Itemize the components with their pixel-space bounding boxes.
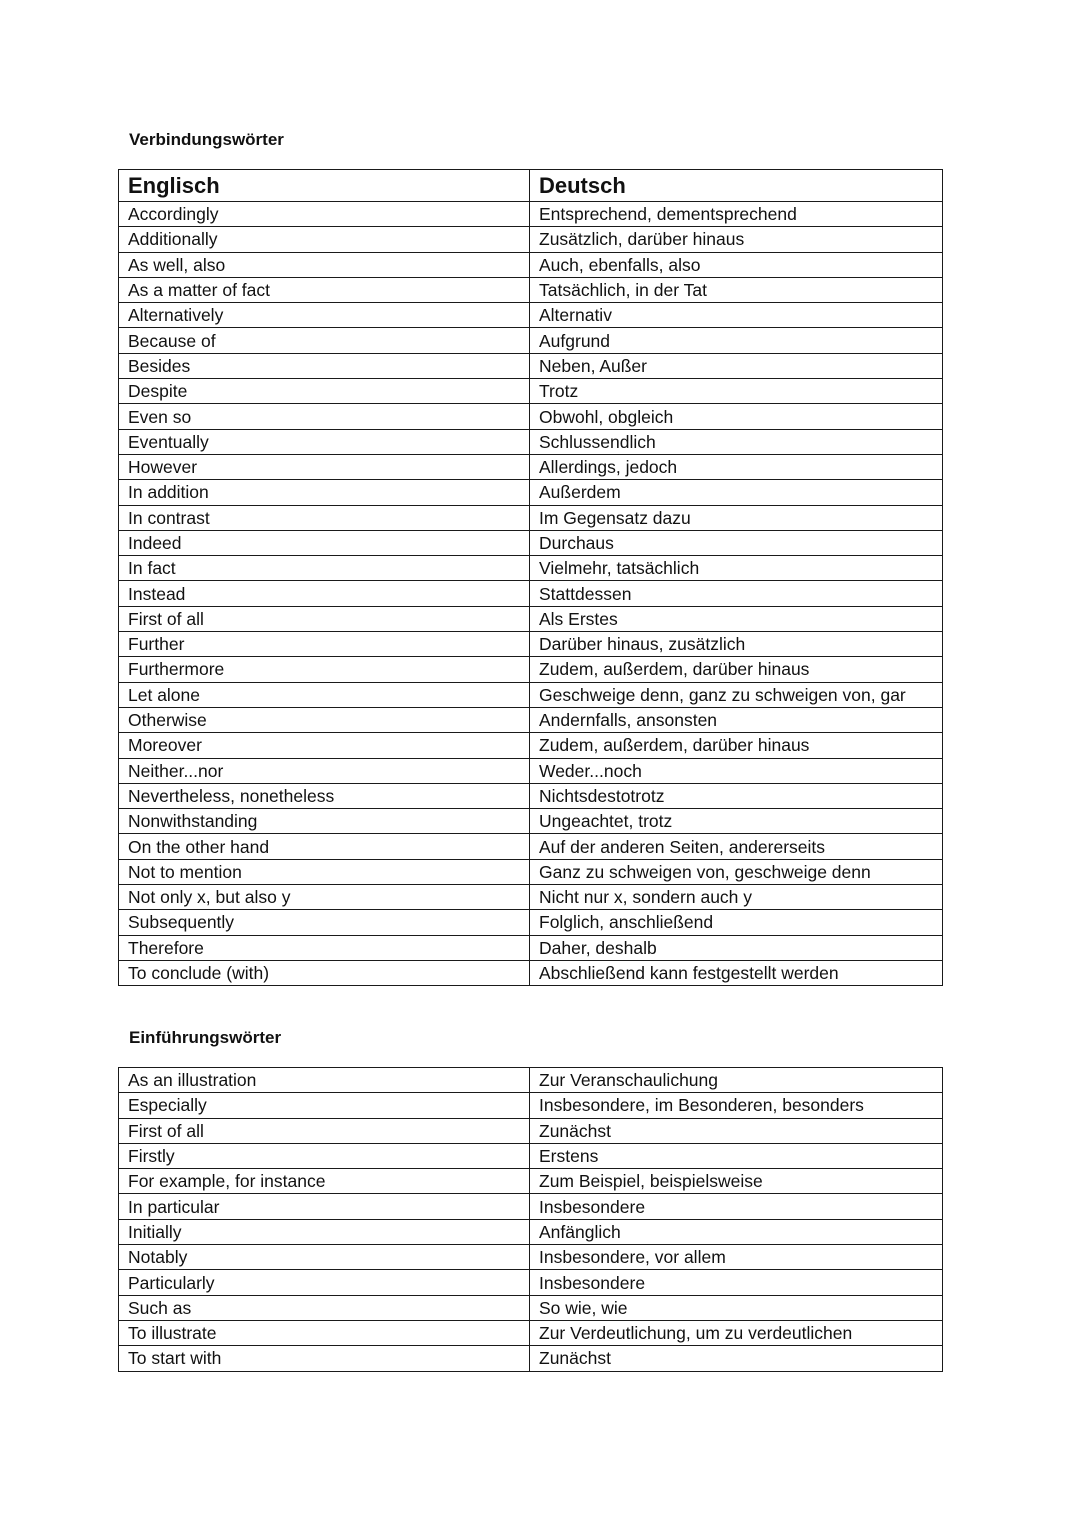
table-row (119, 1194, 943, 1219)
german-translation-cell: Neben, Außer (530, 353, 943, 378)
english-term-cell: Notably (119, 1245, 530, 1270)
german-translation-cell: Insbesondere (530, 1194, 943, 1219)
table-row (119, 1295, 943, 1320)
english-term-cell: Moreover (119, 733, 530, 758)
english-term-cell: Initially (119, 1219, 530, 1244)
german-translation-cell: Trotz (530, 379, 943, 404)
german-translation-cell: Anfänglich (530, 1219, 943, 1244)
german-translation-cell: Insbesondere, im Besonderen, besonders (530, 1093, 943, 1118)
table-row (119, 353, 943, 378)
english-term-cell: Nonwithstanding (119, 809, 530, 834)
table-row (119, 581, 943, 606)
table-row (119, 328, 943, 353)
german-translation-cell: Vielmehr, tatsächlich (530, 556, 943, 581)
table-row (119, 657, 943, 682)
english-term-cell: To conclude (with) (119, 960, 530, 985)
english-term-cell: Firstly (119, 1143, 530, 1168)
german-translation-cell: Ganz zu schweigen von, geschweige denn (530, 859, 943, 884)
german-translation-cell: Nicht nur x, sondern auch y (530, 885, 943, 910)
english-term-cell: To start with (119, 1346, 530, 1371)
english-term-cell: Accordingly (119, 202, 530, 227)
german-translation-cell: So wie, wie (530, 1295, 943, 1320)
german-translation-cell: Erstens (530, 1143, 943, 1168)
german-translation-cell: Zusätzlich, darüber hinaus (530, 227, 943, 252)
table-row (119, 783, 943, 808)
table-row (119, 1346, 943, 1371)
german-translation-cell: Zunächst (530, 1346, 943, 1371)
german-translation-cell: Durchaus (530, 530, 943, 555)
table-row (119, 1219, 943, 1244)
table-row (119, 480, 943, 505)
table-row (119, 733, 943, 758)
english-term-cell: Especially (119, 1093, 530, 1118)
table-row (119, 859, 943, 884)
german-translation-cell: Nichtsdestotrotz (530, 783, 943, 808)
german-translation-cell: Entsprechend, dementsprechend (530, 202, 943, 227)
english-term-cell: Let alone (119, 682, 530, 707)
english-term-cell: Such as (119, 1295, 530, 1320)
german-translation-cell: Zum Beispiel, beispielsweise (530, 1169, 943, 1194)
english-term-cell: Despite (119, 379, 530, 404)
english-term-cell: For example, for instance (119, 1169, 530, 1194)
german-translation-cell: Zur Verdeutlichung, um zu verdeutlichen (530, 1320, 943, 1345)
table-row (119, 1169, 943, 1194)
german-translation-cell: Darüber hinaus, zusätzlich (530, 632, 943, 657)
english-term-cell: Even so (119, 404, 530, 429)
english-term-cell: As well, also (119, 252, 530, 277)
english-term-cell: However (119, 454, 530, 479)
table-row (119, 1143, 943, 1168)
table-row (119, 202, 943, 227)
english-term-cell: Alternatively (119, 303, 530, 328)
table-row (119, 556, 943, 581)
table-row (119, 454, 943, 479)
english-term-cell: Eventually (119, 429, 530, 454)
english-term-cell: First of all (119, 1118, 530, 1143)
english-term-cell: In addition (119, 480, 530, 505)
english-term-cell: As a matter of fact (119, 277, 530, 302)
english-term-cell: On the other hand (119, 834, 530, 859)
table-row (119, 505, 943, 530)
table-row (119, 252, 943, 277)
german-translation-cell: Weder...noch (530, 758, 943, 783)
german-translation-cell: Andernfalls, ansonsten (530, 707, 943, 732)
german-translation-cell: Zur Veranschaulichung (530, 1068, 943, 1093)
german-translation-cell: Aufgrund (530, 328, 943, 353)
german-translation-cell: Insbesondere (530, 1270, 943, 1295)
german-translation-cell: Zudem, außerdem, darüber hinaus (530, 733, 943, 758)
table-row (119, 379, 943, 404)
table-row (119, 960, 943, 985)
english-term-cell: Because of (119, 328, 530, 353)
german-translation-cell: Daher, deshalb (530, 935, 943, 960)
vocab-table-connecting-words (118, 169, 943, 986)
table-row (119, 1118, 943, 1143)
english-term-cell: First of all (119, 606, 530, 631)
german-translation-cell: Stattdessen (530, 581, 943, 606)
section-title-introductory-words: Einführungswörter (129, 1028, 282, 1047)
table-row (119, 530, 943, 555)
english-term-cell: In particular (119, 1194, 530, 1219)
german-translation-cell: Folglich, anschließend (530, 910, 943, 935)
german-translation-cell: Allerdings, jedoch (530, 454, 943, 479)
german-translation-cell: Schlussendlich (530, 429, 943, 454)
english-term-cell: Further (119, 632, 530, 657)
english-term-cell: To illustrate (119, 1320, 530, 1345)
german-translation-cell: Obwohl, obgleich (530, 404, 943, 429)
german-translation-cell: Zudem, außerdem, darüber hinaus (530, 657, 943, 682)
table-row (119, 1270, 943, 1295)
english-term-cell: In contrast (119, 505, 530, 530)
table-row (119, 404, 943, 429)
table-row (119, 935, 943, 960)
german-translation-cell: Ungeachtet, trotz (530, 809, 943, 834)
table-row (119, 1093, 943, 1118)
english-term-cell: Besides (119, 353, 530, 378)
english-term-cell: Therefore (119, 935, 530, 960)
german-translation-cell: Tatsächlich, in der Tat (530, 277, 943, 302)
english-term-cell: Subsequently (119, 910, 530, 935)
table-row (119, 227, 943, 252)
english-term-cell: Indeed (119, 530, 530, 555)
table-row (119, 632, 943, 657)
english-term-cell: Particularly (119, 1270, 530, 1295)
english-term-cell: Neither...nor (119, 758, 530, 783)
german-translation-cell: Abschließend kann festgestellt werden (530, 960, 943, 985)
table-row (119, 1245, 943, 1270)
table-row (119, 910, 943, 935)
english-term-cell: Furthermore (119, 657, 530, 682)
german-translation-cell: Geschweige denn, ganz zu schweigen von, gar (530, 682, 943, 707)
table-row (119, 834, 943, 859)
german-translation-cell: Auf der anderen Seiten, andererseits (530, 834, 943, 859)
english-term-cell: Not to mention (119, 859, 530, 884)
table-row (119, 429, 943, 454)
english-term-cell: Otherwise (119, 707, 530, 732)
german-translation-cell: Insbesondere, vor allem (530, 1245, 943, 1270)
table-row (119, 1320, 943, 1345)
german-translation-cell: Auch, ebenfalls, also (530, 252, 943, 277)
table-row (119, 885, 943, 910)
table-row (119, 303, 943, 328)
section-title-connecting-words: Verbindungswörter (129, 130, 284, 149)
table-row (119, 277, 943, 302)
german-translation-cell: Außerdem (530, 480, 943, 505)
german-translation-cell: Zunächst (530, 1118, 943, 1143)
column-header-german: Deutsch (530, 170, 943, 202)
english-term-cell: As an illustration (119, 1068, 530, 1093)
german-translation-cell: Im Gegensatz dazu (530, 505, 943, 530)
english-term-cell: Nevertheless, nonetheless (119, 783, 530, 808)
english-term-cell: Additionally (119, 227, 530, 252)
table-row (119, 758, 943, 783)
table-row (119, 606, 943, 631)
table-header-row (119, 170, 943, 202)
table-row (119, 707, 943, 732)
german-translation-cell: Alternativ (530, 303, 943, 328)
english-term-cell: In fact (119, 556, 530, 581)
german-translation-cell: Als Erstes (530, 606, 943, 631)
table-row (119, 809, 943, 834)
table-row (119, 1068, 943, 1093)
english-term-cell: Not only x, but also y (119, 885, 530, 910)
vocab-table-introductory-words (118, 1067, 943, 1372)
table-row (119, 682, 943, 707)
column-header-english: Englisch (119, 170, 530, 202)
english-term-cell: Instead (119, 581, 530, 606)
